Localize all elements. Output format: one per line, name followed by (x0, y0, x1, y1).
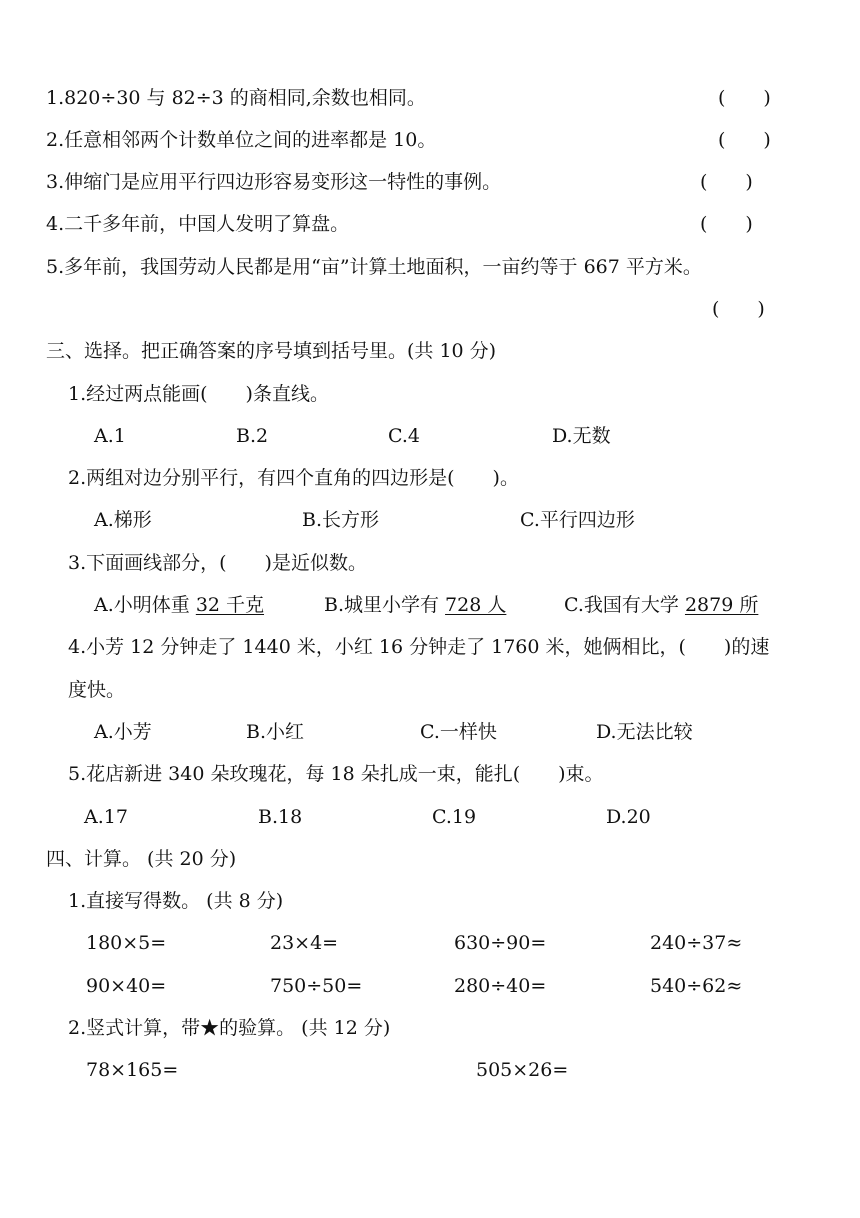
judge-item-4: 4.二千多年前，中国人发明了算盘。 (46, 213, 350, 235)
choice-heading: 三、选择。把正确答案的序号填到括号里。(共 10 分) (46, 340, 497, 362)
answer-paren-4[interactable]: ( ) (700, 213, 753, 235)
calc-problem[interactable]: 540÷62≈ (650, 975, 743, 997)
choice-q4-stem-line1: 4.小芳 12 分钟走了 1440 米，小红 16 分钟走了 1760 米，她俩相比，( )的速 (68, 636, 770, 658)
option-b-underlined: 728 人 (445, 594, 507, 616)
option-c-underlined: 2879 所 (684, 594, 759, 616)
answer-paren-5[interactable]: ( ) (712, 298, 765, 320)
judge-item-5: 5.多年前，我国劳动人民都是用“亩”计算土地面积，一亩约等于 667 平方米。 (46, 256, 702, 278)
option-c-text: C.我国有大学 (564, 594, 685, 616)
option-b-text: B.城里小学有 (324, 594, 446, 616)
calc-problem[interactable]: 90×40= (86, 975, 167, 997)
choice-q1-stem: 1.经过两点能画( )条直线。 (68, 383, 329, 405)
choice-q5-option-a[interactable]: A.17 (84, 806, 128, 828)
calc-problem[interactable]: 240÷37≈ (650, 932, 743, 954)
choice-q2-option-c[interactable]: C.平行四边形 (520, 509, 635, 531)
answer-paren-3[interactable]: ( ) (700, 171, 753, 193)
calc-problem[interactable]: 23×4= (270, 932, 339, 954)
choice-q2-option-a[interactable]: A.梯形 (94, 509, 152, 531)
calc-problem[interactable]: 180×5= (86, 932, 167, 954)
calc-problem[interactable]: 750÷50= (270, 975, 363, 997)
calc-sub2-label: 2.竖式计算，带★的验算。 (共 12 分) (68, 1017, 391, 1039)
calc-problem[interactable]: 78×165= (86, 1059, 179, 1081)
calc-problem[interactable]: 630÷90= (454, 932, 547, 954)
judge-item-1: 1.820÷30 与 82÷3 的商相同,余数也相同。 (46, 87, 426, 109)
choice-q3-stem: 3.下面画线部分，( )是近似数。 (68, 552, 367, 574)
choice-q3-option-b[interactable] (324, 593, 506, 617)
calc-heading: 四、计算。 (共 20 分) (46, 848, 237, 870)
choice-q1-option-a[interactable]: A.1 (94, 425, 126, 447)
choice-q4-option-b[interactable]: B.小红 (246, 721, 305, 743)
choice-q2-option-b[interactable]: B.长方形 (302, 509, 380, 531)
judge-item-2: 2.任意相邻两个计数单位之间的进率都是 10。 (46, 129, 437, 151)
choice-q5-option-d[interactable]: D.20 (606, 806, 651, 828)
answer-paren-2[interactable]: ( ) (718, 129, 771, 151)
choice-q3-option-c[interactable] (564, 593, 758, 617)
choice-q3-option-a[interactable] (94, 593, 264, 617)
choice-q4-stem-line2: 度快。 (68, 679, 126, 701)
choice-q5-option-b[interactable]: B.18 (258, 806, 303, 828)
choice-q5-stem: 5.花店新进 340 朵玫瑰花，每 18 朵扎成一束，能扎( )束。 (68, 763, 604, 785)
judge-item-3: 3.伸缩门是应用平行四边形容易变形这一特性的事例。 (46, 171, 502, 193)
choice-q2-stem: 2.两组对边分别平行，有四个直角的四边形是( )。 (68, 467, 519, 489)
choice-q1-option-d[interactable]: D.无数 (552, 425, 611, 447)
choice-q4-option-c[interactable]: C.一样快 (420, 721, 497, 743)
option-a-text: A.小明体重 (94, 594, 196, 616)
choice-q4-option-d[interactable]: D.无法比较 (596, 721, 693, 743)
choice-q4-option-a[interactable]: A.小芳 (94, 721, 152, 743)
calc-problem[interactable]: 505×26= (476, 1059, 569, 1081)
option-a-underlined: 32 千克 (195, 594, 265, 616)
choice-q5-option-c[interactable]: C.19 (432, 806, 477, 828)
answer-paren-1[interactable]: ( ) (718, 87, 771, 109)
choice-q1-option-c[interactable]: C.4 (388, 425, 420, 447)
calc-sub1-label: 1.直接写得数。 (共 8 分) (68, 890, 284, 912)
choice-q1-option-b[interactable]: B.2 (236, 425, 269, 447)
calc-problem[interactable]: 280÷40= (454, 975, 547, 997)
